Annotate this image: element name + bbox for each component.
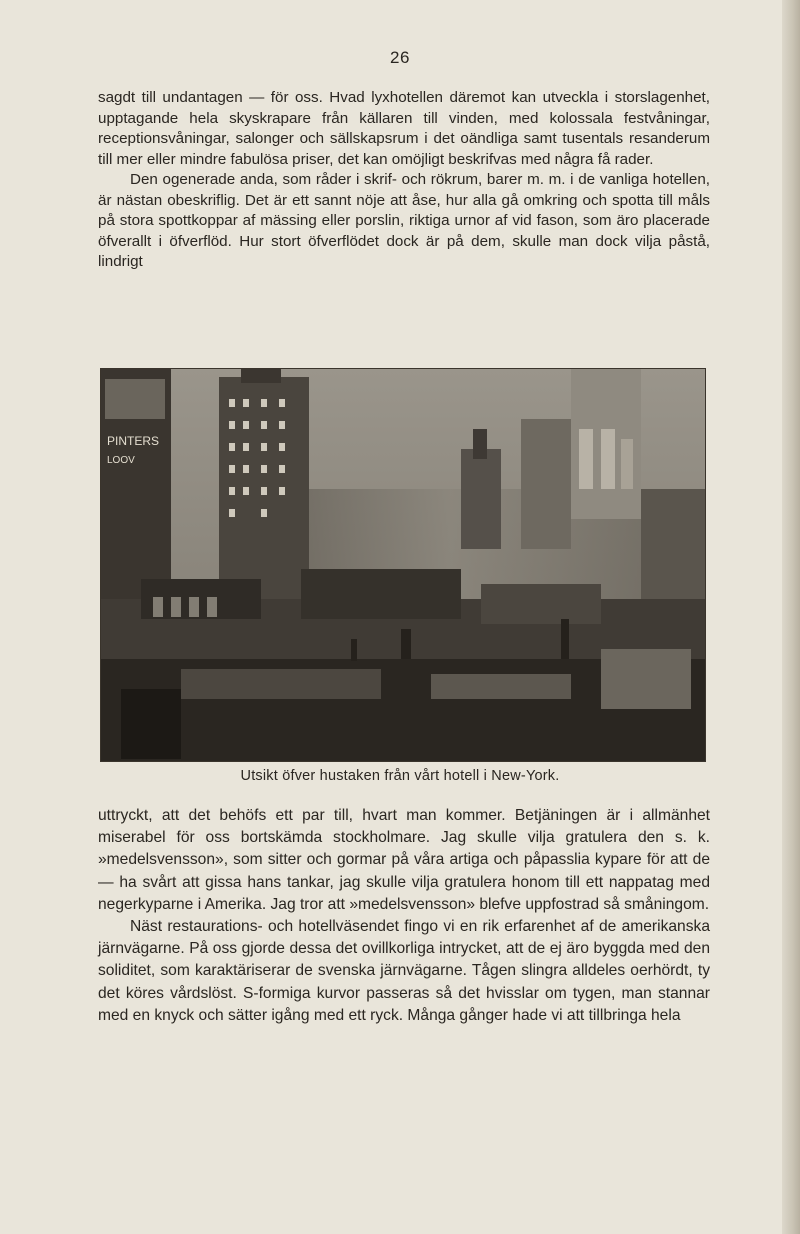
photo-illustration bbox=[101, 369, 705, 761]
sign-text-line: PINTERS bbox=[107, 434, 160, 448]
paragraph: Den ogenerade anda, som råder i skrif- och rökrum, barer m. m. i de vanliga hotellen, är nästan obeskriflig. Det är ett sannt nöje att åse, hur alla gå omkring och spotta till måls på stora spottkoppar af mässing eller porslin, riktiga urnor af vid fason, som äro placerade öfverallt i öfverflöd. Hur stort öfverflödet dock är på dem, skulle man dock vilja påstå, lindrigt bbox=[98, 171, 710, 270]
paragraph: uttryckt, att det behöfs ett par till, hvart man kommer. Betjäningen är i allmänhet miserabel för oss bortskämda stockholmare. Jag skulle vilja gratulera den s. k. »medelsvensson», som sitter och gormar på våra artiga och påpasslia kypare för att de — ha svårt att gissa hans tankar, jag skulle vilja gratulera honom till ett nappatag med negerkyparne i Amerika. Jag tror att »medelsvensson» blefve uppfostrad så småningom. bbox=[98, 807, 710, 913]
figure-caption: Utsikt öfver hustaken från vårt hotell i New-York. bbox=[240, 768, 560, 784]
paragraph: Näst restaurations- och hotellväsendet fingo vi en rik erfarenhet af de amerikanska järnvägarne. På oss gjorde dessa det ovillkorliga intrycket, att de ej äro byggda med den soliditet, som karaktäriserar de svenska järnvägarne. Tågen slingra alldeles oerhördt, ty det köres vårdslöst. S-formiga kurvor passeras så det hvisslar om tygen, man stannar med en knyck och sätter igång med ett ryck. Många gånger hade vi att tillbringa hela bbox=[98, 918, 710, 1024]
rooftop-photograph bbox=[100, 368, 706, 762]
bottom-text-block bbox=[98, 805, 710, 1027]
paragraph: sagdt till undantagen — för oss. Hvad lyxhotellen däremot kan utveckla i storslagenhet, upptagande hela skyskrapare från källaren till vinden, med kolossala festvåningar, receptionsvåningar, salonger och sällskapsrum i det oändliga samt tusentals resanderum till mer eller mindre fabulösa priser, det kan omöjligt beskrifvas med några få rader. bbox=[98, 89, 710, 168]
top-text-block bbox=[98, 88, 710, 273]
page-edge bbox=[782, 0, 800, 1234]
page-number: 26 bbox=[390, 48, 410, 67]
sign-text-line: LOOV bbox=[107, 455, 135, 466]
